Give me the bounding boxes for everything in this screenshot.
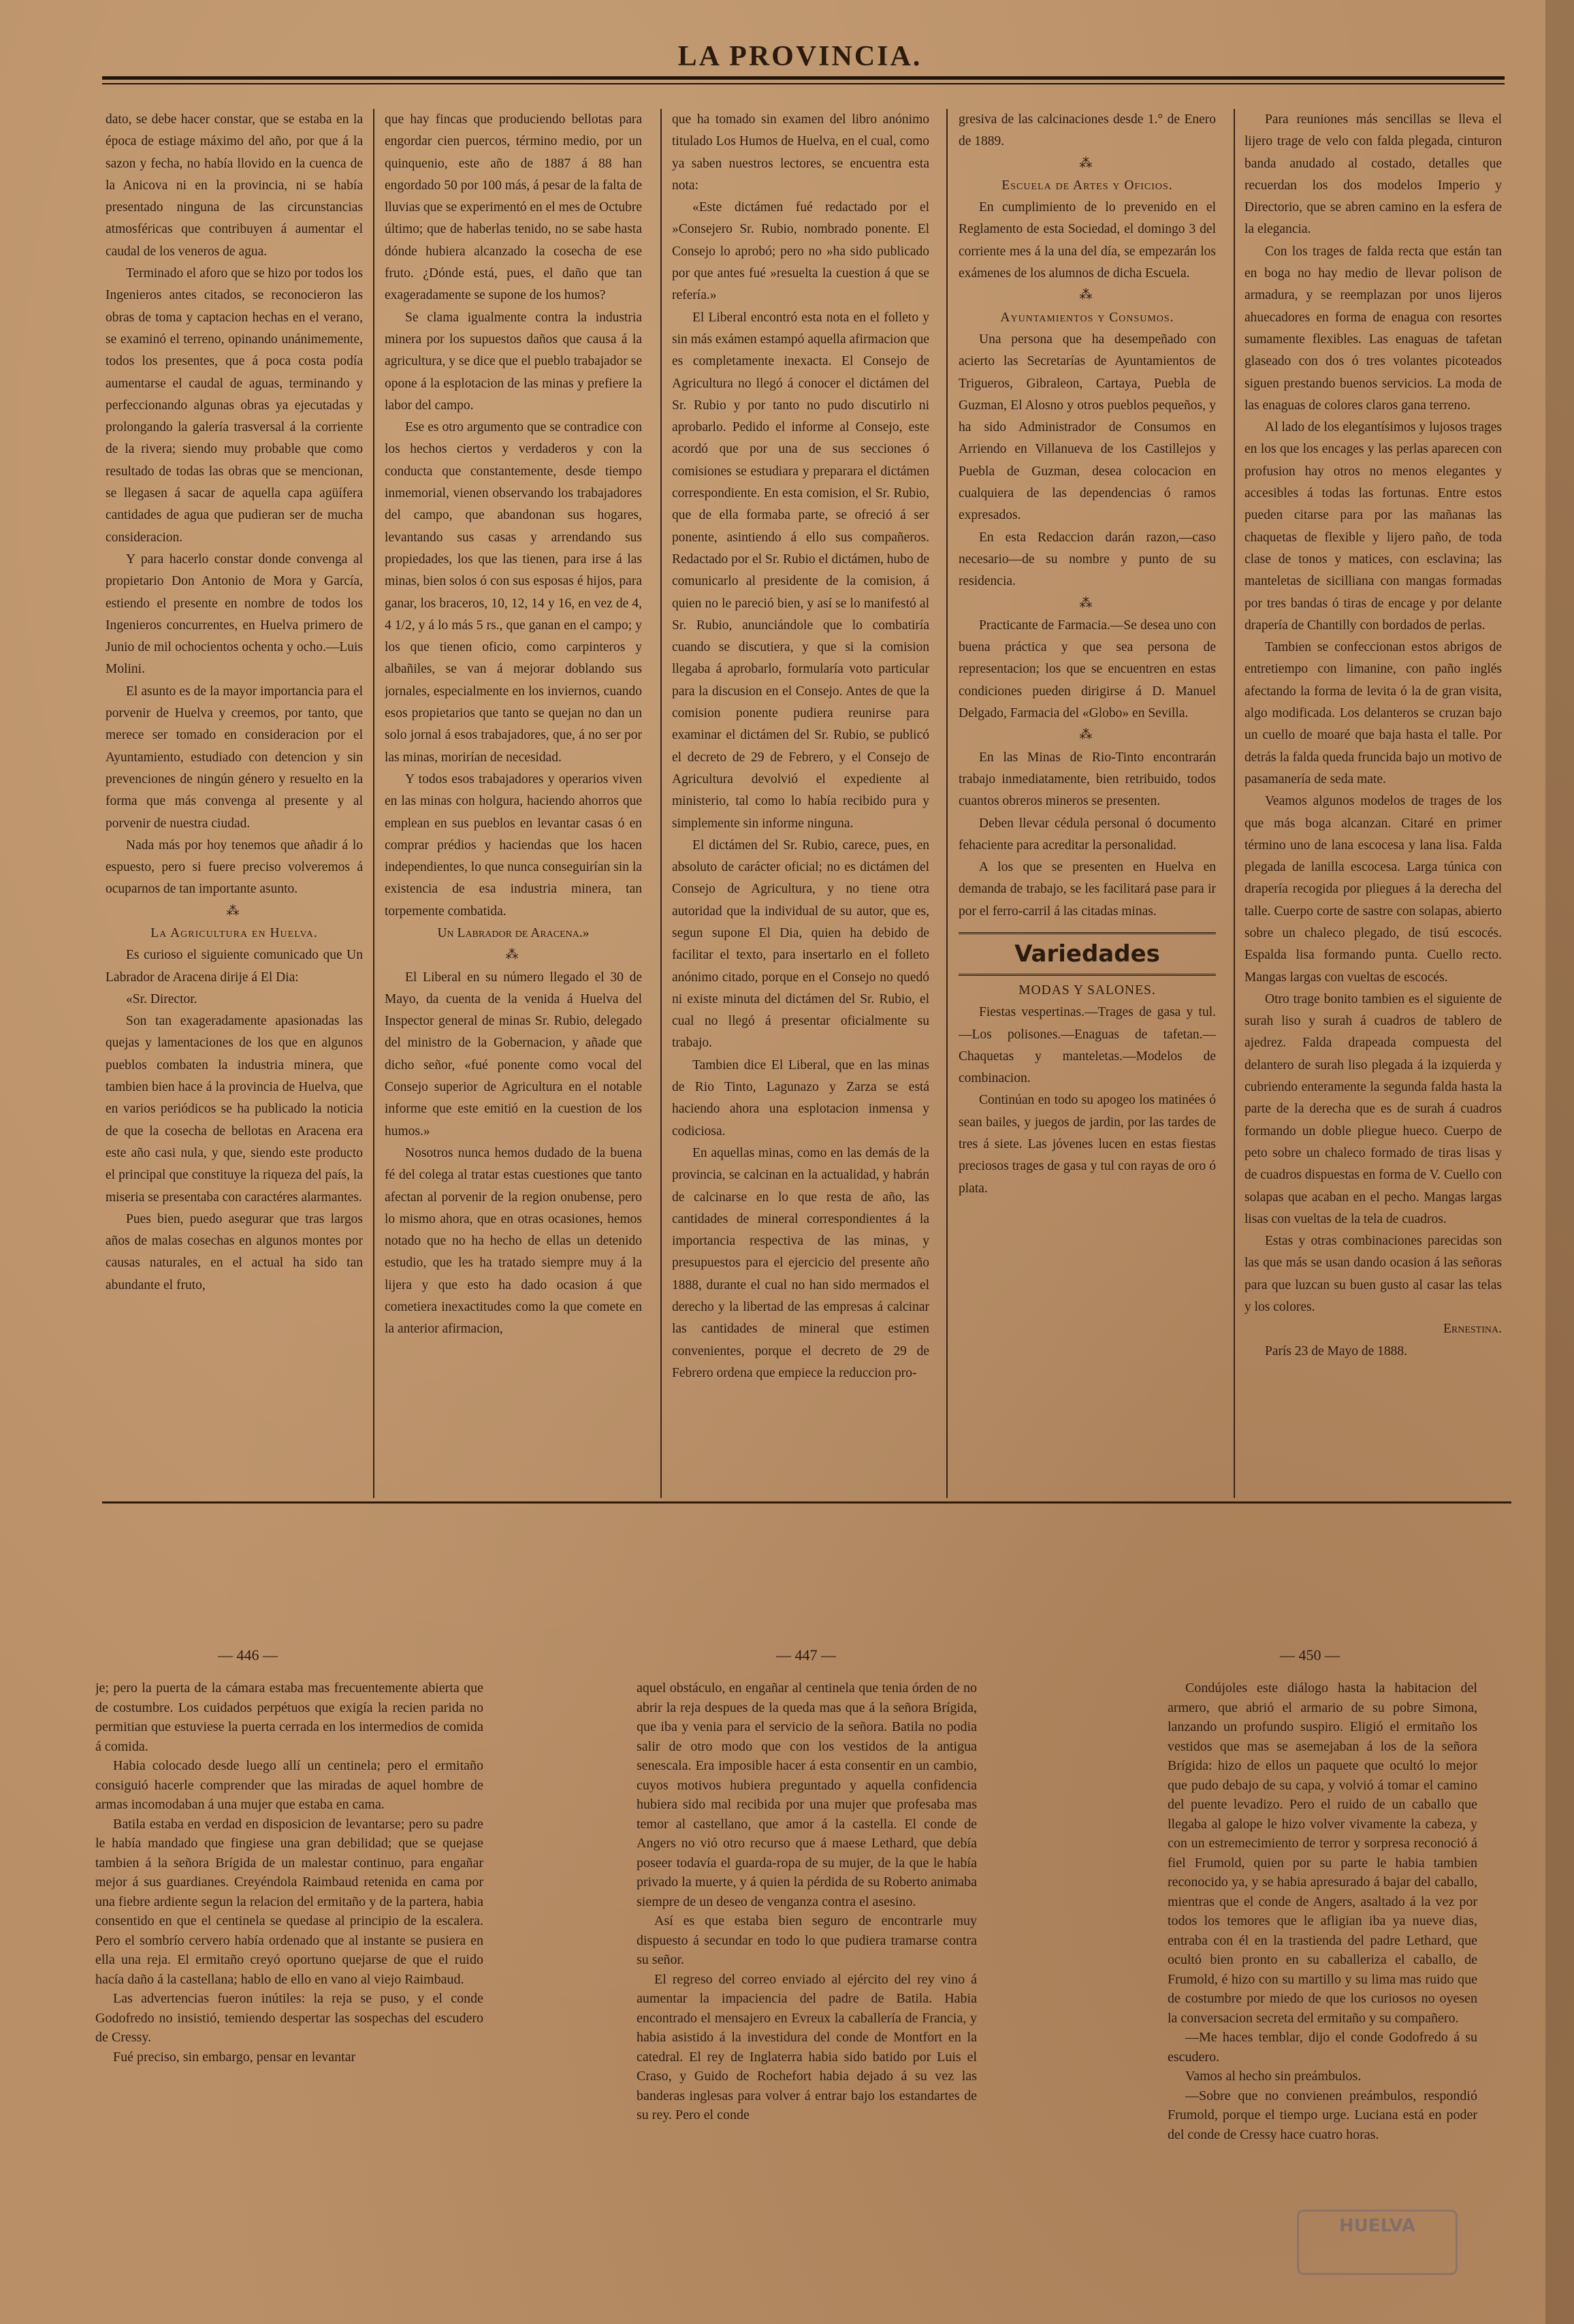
column-divider xyxy=(1234,109,1235,1498)
paragraph: Tambien se confeccionan estos abrigos de entretiempo con limanine, con paño inglés afectando la forma de levita ó la de gran visita, algo modificada. Los delanteros se cruzan bajo un cuello de moaré que baja hasta el talle. Por detrás la falda queda fruncida bajo un motivo de pasamanería de seda mate. xyxy=(1244,640,1502,786)
paragraph: Al lado de los elegantísimos y lujosos trages en los que los encages y las perlas aparecen con profusion hay otros no menos elegantes y accesibles á todas las fortunas. Entre estos pueden citarse para por las mañanas las chaquetas de flexible y lijero paño, de toda clase de tonos y matices, con esclavina; las manteletas de sicilliana con mangas formadas por tres bandas ó tiras de encage y por delante drapería de Chantilly con bordados de perlas. xyxy=(1244,420,1502,633)
page-number: — 446 — xyxy=(218,1646,278,1664)
paragraph: Así es que estaba bien seguro de encontrarle muy dispuesto á secundar en todo lo que pudiera tramarse contra su señor. xyxy=(637,1913,977,1967)
archive-stamp-watermark: HUELVA xyxy=(1297,2210,1458,2275)
signature: Ernestina. xyxy=(1443,1322,1502,1337)
paragraph: El asunto es de la mayor importancia para el porvenir de Huelva y creemos, por tanto, que merece ser tomado en consideracion por el Ayuntamiento, estudiado con detencion y sin prevenciones de ningún género y resuelto en la forma que más convenga al presente y al porvenir de nuestra ciudad. xyxy=(106,684,363,831)
paragraph: Vamos al hecho sin preámbulos. xyxy=(1185,2069,1362,2084)
variedades-heading: Variedades xyxy=(1014,940,1160,968)
paragraph: Una persona que ha desempeñado con acierto las Secretarías de Ayuntamientos de Trigueros, Gibraleon, Cartaya, Puebla de Guzman, El Alosno y otros pueblos pequeños, y ha sido Administrador de Consumos en Arriendo en Villanueva de los Castillejos y Puebla de Guzman, desea colocacion en cualquiera de las dependencias ó ramos expresados. xyxy=(959,332,1216,523)
paragraph: Batila estaba en verdad en disposicion de levantarse; pero su padre le había mandado que fingiese una gran debilidad; que se quejase tambien á la señora Brígida de un malestar continuo, para engañar mejor á sus guardianes. Creyéndola Raimbaud retenida en cama por una fiebre ardiente segun la relacion del ermitaño y de la partera, habia consentido en que el centinela se quedase al principio de la escalera. Pero el sombrío cervero había ordenado que al instante se pusiera en ella una reja. El ermitaño creyó oportuno quejarse de que el ruido hacía daño á la castellana; hablo de ello en vano al viejo Raimbaud. xyxy=(95,1816,483,1987)
paragraph: Con los trages de falda recta que están tan en boga no hay medio de llevar polison de armadura, y se reemplazan por unos lijeros ahuecadores en forma de enagua con resortes sumamente flexibles. Las enaguas de tafetan glaseado con dos ó tres volantes picoteados siguen prestando buenos servicios. La moda de las enaguas de colores claros gana terreno. xyxy=(1244,244,1502,413)
paragraph: El Liberal encontró esta nota en el folleto y sin más exámen estampó aquella afirmacion que es completamente inexacta. El Consejo de Agricultura no llegó á conocer el dictámen del Sr. Rubio y por tanto no pudo discutirlo ni aprobarlo. Pedido el informe al Consejo, este acordó que por una de sus secciones ó comisiones se estudiara y preparara el dictámen correspondiente. En esta comision, el Sr. Rubio, que de ella formaba parte, se ofreció á ser ponente, asintiendo á ello sus compañeros. Redactado por el Sr. Rubio el dictámen, hubo de comunicarlo al presidente de la comision, á quien no le pareció bien, y así se lo manifestó al Sr. Rubio, anunciándole que lo combatiría cuando se discutiera, y que si la comision llegaba á aprobarlo, formularía voto particular para la discusion en el Consejo. Antes de que la comision ponente pudiera reunirse para examinar el dictámen del Sr. Rubio, se publicó el decreto de 29 de Febrero, y el Consejo de Agricultura devolvió el expediente al ministerio, tal como lo había recibido pura y simplemente sin informe ninguna. xyxy=(672,310,929,831)
page-spine-shadow xyxy=(1545,0,1574,2324)
paragraph: Ese es otro argumento que se contradice con los hechos ciertos y verdaderos y con la conducta que constantemente, desde tiempo inmemorial, vienen observando los trabajadores del campo, que abandonan sus hogares, levantando sus casas y arrendando sus propiedades, los que las tienen, para irse á las minas, bien solos ó con sus esposas é hijos, para ganar, los braceros, 10, 12, 14 y 16, en vez de 4, 4 1/2, y á lo más 5 rs., que ganan en el campo; y los que tienen oficio, como carpinteros y albañiles, se van á mejorar doblando sus jornales, especialmente en los inviernos, cuando esos propietarios que tanto se quejan no dan un solo jornal á esos trabajadores, que, á no ser por las minas, morirían de necesidad. xyxy=(385,420,642,765)
paragraph: Veamos algunos modelos de trages de los que más boga alcanzan. Citaré en primer término uno de lana escocesa y lana lisa. Falda plegada de lanilla escocesa. Larga túnica con drapería recogida por pliegues á la derecha del talle. Cuerpo corte de sastre con solapas, abierto sobre un chaleco plegado, de tisú escocés. Espalda lisa formando punta. Cuello recto. Mangas largas con vueltas de escocés. xyxy=(1244,794,1502,985)
paragraph: Pues bien, puedo asegurar que tras largos años de malas cosechas en algunos montes por causas naturales, en el actual ha sido tan abundante el fruto, xyxy=(106,1211,363,1292)
paragraph: Terminado el aforo que se hizo por todos los Ingenieros antes citados, se reconocieron las obras de toma y captacion hechas en el verano, se examinó el terreno, opinando unánimemente, todos los presentes, que á poca costa podía aumentarse el caudal de aguas, terminando y perfeccionando algunas obras ya ejecutadas y prolongando la galería trasversal á la corriente de la rivera; siendo muy probable que como resultado de todas las obras que se mencionan, se llegasen á sacar de aquella capa agüífera cantidades de agua que pudieran ser de mucha consideracion. xyxy=(106,266,363,545)
paragraph: Otro trage bonito tambien es el siguiente de surah liso y surah á cuadros de tablero de ajedrez. Falda drapeada compuesta del delantero de surah liso plegada á la izquierda y cubriendo enteramente la segunda falda hasta la parte de la derecha que es de surah á cuadros formando un doble pliegue hueco. Cuerpo de peto sobre un chaleco formado de tiras lisas y de cuadros dispuestas en forma de V. Cuello con solapas que acaban en el pecho. Mangas largas lisas con vueltas de la tela de cuadros. xyxy=(1244,991,1502,1226)
paragraph: Para reuniones más sencillas se lleva el lijero trage de velo con falda plegada, cinturon banda anudado al costado, detalles que recuerdan los dos modelos Imperio y Directorio, que se abren camino en la esfera de la elegancia. xyxy=(1244,112,1502,237)
masthead-rule-thin xyxy=(102,83,1505,84)
signature: Un Labrador de Aracena.» xyxy=(437,925,590,940)
paragraph: Son tan exageradamente apasionadas las quejas y lamentaciones de los que en algunos pueblos combaten la industria minera, que tambien bien hace á la provincia de Huelva, que en varios periódicos se ha publicado la noticia de que la cosecha de bellotas en Aracena era este año casi nula, y que, siendo este producto el principal que constituye la riqueza del país, la miseria se presentaba con caractéres alarmantes. xyxy=(106,1014,363,1205)
page-number: — 450 — xyxy=(1280,1646,1340,1664)
paragraph: El dictámen del Sr. Rubio, carece, pues, en absoluto de carácter oficial; no es dictámen del Consejo de Agricultura, y no tiene otra autoridad que la individual de su autor, que es, segun supone El Dia, quien ha debido de facilitar el texto, para insertarlo en el folleto anónimo citado, porque en el Consejo no quedó ni existe minuta del dictámen del Sr. Rubio, el cual no llegó á presentar oficialmente su trabajo. xyxy=(672,838,929,1051)
paragraph: Nosotros nunca hemos dudado de la buena fé del colega al tratar estas cuestiones que tanto afectan al porvenir de la region onubense, pero lo mismo ahora, que en otras ocasiones, hemos notado que no ha hecho de ellas un detenido estudio, que les ha tratado siempre muy á la lijera y que esto ha dado ocasion á que cometiera inexactitudes como la que comete en la anterior afirmacion, xyxy=(385,1145,642,1337)
paragraph: Las advertencias fueron inútiles: la reja se puso, y el conde Godofredo no insistió, temiendo despertar las sospechas del escudero de Cressy. xyxy=(95,1991,483,2045)
paragraph: En aquellas minas, como en las demás de la provincia, se calcinan en la actualidad, y habrán de calcinarse en lo que resta de año, las cantidades de mineral correspondientes á la importancia respectiva de las minas, y presupuestos para el ejercicio del presente año 1888, durante el cual no han sido mermados el derecho y la libertad de las empresas á calcinar las cantidades de mineral que estimen convenientes, porque el decreto de 29 de Febrero ordena que empiece la reduccion pro- xyxy=(672,1145,929,1380)
column-3 xyxy=(672,109,929,1478)
paragraph: que ha tomado sin examen del libro anónimo titulado Los Humos de Huelva, en el cual, como ya saben nuestros lectores, se encuentra esta nota: xyxy=(672,112,929,193)
column-2 xyxy=(385,109,642,1478)
paragraph: Es curioso el siguiente comunicado que Un Labrador de Aracena dirije á El Dia: xyxy=(106,948,363,985)
column-4 xyxy=(959,109,1216,1478)
folletin-column-2 xyxy=(637,1678,977,2291)
section-heading: Ayuntamientos y Consumos. xyxy=(1000,310,1174,325)
masthead xyxy=(102,33,1498,80)
section-ornament: ⁂ xyxy=(505,948,521,963)
section-heading: Escuela de Artes y Oficios. xyxy=(1001,178,1173,193)
page-number: — 447 — xyxy=(776,1646,836,1664)
column-divider xyxy=(373,109,374,1498)
dateline: París 23 de Mayo de 1888. xyxy=(1265,1343,1408,1358)
paragraph: Estas y otras combinaciones parecidas son las que más se usan dando ocasion á las señoras para que luzcan su buen gusto al casar las telas y los colores. xyxy=(1244,1234,1502,1315)
paragraph: «Sr. Director. xyxy=(126,991,197,1006)
paragraph: Tambien dice El Liberal, que en las minas de Rio Tinto, Lagunazo y Zarza se está haciendo ahora una esplotacion inmensa y codiciosa. xyxy=(672,1057,929,1139)
newspaper-title: LA PROVINCIA. xyxy=(677,41,922,72)
variedades-banner xyxy=(959,932,1216,976)
column-divider xyxy=(660,109,662,1498)
paragraph: Y todos esos trabajadores y operarios viven en las minas con holgura, haciendo ahorros que emplean en sus pueblos en levantar casas ó en comprar prédios y haciendas que los hacen independientes, lo que nunca conseguirían sin la existencia de esa industria minera, tan torpemente combatida. xyxy=(385,771,642,919)
masthead-rule xyxy=(102,76,1505,80)
folletin-column-3 xyxy=(1168,1678,1477,2291)
section-subheading: MODAS Y SALONES. xyxy=(1018,983,1156,998)
folletin-column-1 xyxy=(95,1678,483,2291)
paragraph: Condújoles este diálogo hasta la habitacion del armero, que abrió el armario de su pobre Simona, lanzando un profundo suspiro. Eligió el ermitaño los vestidos que mas se asemejaban á los de la señora Brígida: hizo de ellos un paquete que ocultó lo mejor que pudo debajo de su capa, y volvió á tomar el camino del puente levadizo. Pero el ruido de un caballo que llegaba al galope le hizo volver vivamente la cabeza, y con un estremecimiento de terror y sorpresa reconoció á fiel Frumold, quien por su parte le habia tambien reconocido ya, y se habia apresurado á bajar del caballo, mientras que el conde de Angers, asaltado á la vez por todos los temores que le afligian iba ya nueve dias, entraba con él en la trastienda del padre Lethard, que ocultó bien pronto en su caballeriza el caballo, de Frumold, é hizo con su martillo y su lima mas ruido que de costumbre por miedo de que los curiosos no oyesen la conversacion secreta del ermitaño y su compañero. xyxy=(1168,1681,1477,2026)
paragraph: «Este dictámen fué redactado por el »Consejero Sr. Rubio, nombrado ponente. El Consejo lo aprobó; pero no »ha sido publicado por que antes fué »resuelta la cuestion á que se refería.» xyxy=(672,200,929,303)
section-heading: La Agricultura en Huelva. xyxy=(150,925,318,940)
paragraph: aquel obstáculo, en engañar al centinela que tenia órden de no abrir la reja despues de la queda mas que á la señora Brígida, que iba y venia para el servicio de la señora. Batila no podia salir de otro modo que con los vestidos de la antigua senescala. Era imposible hacer á esta consentir en un cambio, cuyos motivos hubiera preguntado y aquella confidencia hubiera sido mal recibida por una mujer que profesaba mas temor al castellano, que amor á la castella. El conde de Angers no vió otro recurso que á maese Lethard, que debía poseer todavía el guarda-ropa de su mujer, de la que le había privado la muerte, y á quien la pérdida de su Roberto animaba siempre de un deseo de venganza contra el asesino. xyxy=(637,1681,977,1909)
paragraph: El regreso del correo enviado al ejército del rey vino á aumentar la impaciencia del padre de Batila. Habia encontrado el mensajero en Evreux la caballería de Francia, y habia asistido á la investidura del conde de Montfort en la catedral. El rey de Inglaterra habia sido batido por Luis el Craso, y Guido de Rochefort habia dejado á su vez las banderas inglesas para volver á entrar bajo los estandartes de su rey. Pero el conde xyxy=(637,1971,977,2122)
section-ornament: ⁂ xyxy=(1079,156,1095,171)
paragraph: Fué preciso, sin embargo, pensar en levantar xyxy=(113,2049,356,2065)
section-divider-rule xyxy=(102,1501,1511,1503)
column-5 xyxy=(1244,109,1502,1478)
paragraph: Fiestas vespertinas.—Trages de gasa y tul.—Los polisones.—Enaguas de tafetan.—Chaquetas y manteletas.—Modelos de combinacion. xyxy=(959,1005,1216,1086)
paragraph: —Sobre que no convienen preámbulos, respondió Frumold, porque el tiempo urge. Luciana está en poder del conde de Cressy hace cuatro horas. xyxy=(1168,2088,1477,2142)
paragraph: Practicante de Farmacia.—Se desea uno con buena práctica y que sea persona de representacion; los que se encuentren en estas condiciones pueden dirigirse á D. Manuel Delgado, Farmacia del «Globo» en Sevilla. xyxy=(959,618,1216,721)
paragraph: Deben llevar cédula personal ó documento fehaciente para acreditar la personalidad. xyxy=(959,816,1216,853)
paragraph: Habia colocado desde luego allí un centinela; pero el ermitaño consiguió hacerle comprender que las miradas de aquel hombre de armas incomodaban á una mujer que estaba en cama. xyxy=(95,1758,483,1812)
column-1 xyxy=(106,109,363,1478)
paragraph: En cumplimiento de lo prevenido en el Reglamento de esta Sociedad, el domingo 3 del corriente mes á la una del día, se empezarán los exámenes de los alumnos de dicha Escuela. xyxy=(959,200,1216,281)
paragraph: Continúan en todo su apogeo los matinées ó sean bailes, y juegos de jardin, por las tardes de tres á siete. Las jóvenes lucen en estas fiestas preciosos trages de gasa y tul con rayas de oro ó plata. xyxy=(959,1093,1216,1196)
paragraph: En esta Redaccion darán razon,—caso necesario—de su nombre y punto de su residencia. xyxy=(959,530,1216,589)
paragraph: que hay fincas que produciendo bellotas para engordar cien puercos, término medio, por un quinquenio, este año de 1887 á 88 han engordado 50 por 100 más, á pesar de la falta de lluvias que se experimentó en el mes de Octubre último; que de haberlas tenido, no se sabe hasta dónde hubiera alcanzado la cosecha de ese fruto. ¿Dónde está, pues, el daño que tan exageradamente se supone de los humos? xyxy=(385,112,642,303)
paragraph: je; pero la puerta de la cámara estaba mas frecuentemente abierta que de costumbre. Los cuidados perpétuos que exigía la recien parida no permitian que estuviese la puerta cerrada en los intermedios de comida á comida. xyxy=(95,1681,483,1754)
paragraph: A los que se presenten en Huelva en demanda de trabajo, se les facilitará pase para ir por el ferro-carril á las citadas minas. xyxy=(959,860,1216,919)
section-ornament: ⁂ xyxy=(1079,288,1095,303)
section-ornament: ⁂ xyxy=(1079,596,1095,611)
paragraph: Y para hacerlo constar donde convenga al propietario Don Antonio de Mora y García, estiendo el presente en nombre de todos los Ingenieros concurrentes, en Huelva primero de Junio de mil ochocientos ochenta y ocho.—Luis Molini. xyxy=(106,552,363,677)
column-divider xyxy=(946,109,948,1498)
paragraph: —Me haces temblar, dijo el conde Godofredo á su escudero. xyxy=(1168,2030,1477,2065)
paragraph: En las Minas de Rio-Tinto encontrarán trabajo inmediatamente, bien retribuido, todos cuantos obreros mineros se presenten. xyxy=(959,750,1216,809)
paragraph: dato, se debe hacer constar, que se estaba en la época de estiage máximo del año, por que á la sazon y fecha, no había llovido en la cuenca de la Anicova ni en la provincia, ni se había presentado ninguna de las circunstancias atmosféricas que contribuyen á aumentar el caudal de los veneros de agua. xyxy=(106,112,363,259)
paragraph: El Liberal en su número llegado el 30 de Mayo, da cuenta de la venida á Huelva del Inspector general de minas Sr. Rubio, delegado del ministro de la Gobernacion, y añade que dicho señor, «fué ponente como vocal del Consejo superior de Agricultura en el notable informe que este emitió en la cuestion de los humos.» xyxy=(385,970,642,1139)
paragraph: Nada más por hoy tenemos que añadir á lo espuesto, pero si fuere preciso volveremos á ocuparnos de tan importante asunto. xyxy=(106,838,363,897)
section-ornament: ⁂ xyxy=(226,904,242,919)
paragraph: gresiva de las calcinaciones desde 1.° de Enero de 1889. xyxy=(959,112,1216,149)
section-ornament: ⁂ xyxy=(1079,728,1095,743)
paragraph: Se clama igualmente contra la industria minera por los supuestos daños que causa á la agricultura, y se dice que el pueblo trabajador se opone á la esplotacion de las minas y prefiere la labor del campo. xyxy=(385,310,642,413)
